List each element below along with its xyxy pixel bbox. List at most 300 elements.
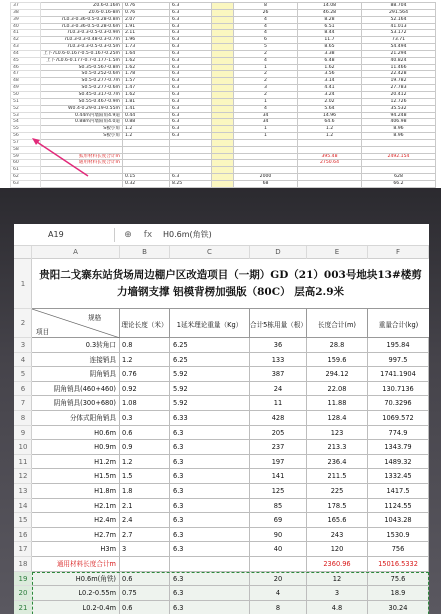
preview-cell: 6.3 bbox=[170, 44, 212, 51]
table-cell[interactable]: 1530.9 bbox=[368, 528, 429, 543]
preview-cell: 14.08 bbox=[298, 3, 362, 10]
preview-cell: 59 bbox=[11, 153, 41, 160]
preview-cell bbox=[170, 139, 212, 146]
preview-cell: 62 bbox=[11, 174, 41, 181]
preview-cell: 7L0.3-0.3-0.48-0.3-0.7m bbox=[41, 37, 123, 44]
preview-cell bbox=[362, 167, 436, 174]
preview-cell bbox=[212, 23, 234, 30]
table-cell[interactable]: 11 bbox=[250, 396, 307, 411]
table-cell[interactable]: 225 bbox=[307, 484, 368, 499]
preview-cell bbox=[234, 146, 298, 153]
preview-cell: 628 bbox=[362, 174, 436, 181]
preview-row bbox=[11, 16, 436, 23]
preview-cell: S0.45-0.317-0.7m bbox=[41, 91, 123, 98]
column-header-c[interactable]: C bbox=[170, 246, 250, 259]
preview-row bbox=[11, 91, 436, 98]
preview-cell bbox=[170, 153, 212, 160]
preview-cell: 上下7L0.6-0.177-0.7-0.177-1.5m bbox=[41, 57, 123, 64]
preview-cell bbox=[212, 78, 234, 85]
preview-cell: 6.51 bbox=[298, 23, 362, 30]
table-cell[interactable]: 1.08 bbox=[120, 396, 170, 411]
table-cell[interactable]: 125 bbox=[250, 484, 307, 499]
table-cell[interactable]: H1.8m bbox=[32, 484, 120, 499]
preview-cell: 1 bbox=[234, 133, 298, 140]
select-all-corner[interactable] bbox=[14, 246, 32, 259]
table-cell[interactable]: 6.3 bbox=[170, 455, 250, 470]
table-header-row bbox=[32, 309, 429, 338]
header-theoretical-length[interactable]: 理论长度（米） bbox=[120, 309, 170, 338]
preview-cell: 88.704 bbox=[362, 3, 436, 10]
preview-cell: 2492.154 bbox=[362, 153, 436, 160]
table-cell[interactable]: 130.7136 bbox=[368, 382, 429, 397]
preview-cell: 60 bbox=[11, 160, 41, 167]
table-cell[interactable]: 213.3 bbox=[307, 440, 368, 455]
preview-cell: 6.3 bbox=[170, 30, 212, 37]
table-cell[interactable]: 133 bbox=[250, 353, 307, 368]
preview-cell: 1.2 bbox=[298, 126, 362, 133]
table-cell[interactable]: H0.6m bbox=[32, 426, 120, 441]
row-header[interactable]: 7 bbox=[14, 396, 32, 411]
table-cell[interactable]: H2.1m bbox=[32, 499, 120, 514]
table-cell[interactable]: 236.4 bbox=[307, 455, 368, 470]
preview-cell: 54 bbox=[11, 119, 41, 126]
table-cell[interactable]: 6.33 bbox=[170, 411, 250, 426]
table-row bbox=[32, 601, 429, 614]
preview-cell: 55 bbox=[11, 126, 41, 133]
preview-cell bbox=[212, 57, 234, 64]
preview-cell: 66.2 bbox=[362, 180, 436, 187]
preview-cell: 8.25 bbox=[170, 180, 212, 187]
table-cell[interactable]: 8 bbox=[250, 601, 307, 614]
table-cell[interactable]: 阴角销具(460+460) bbox=[32, 382, 120, 397]
preview-cell bbox=[212, 180, 234, 187]
table-cell[interactable]: 1.2 bbox=[120, 455, 170, 470]
row-header[interactable]: 3 bbox=[14, 338, 32, 353]
header-total-weight[interactable]: 重量合计(kg) bbox=[378, 320, 419, 329]
preview-cell: 52 bbox=[11, 105, 41, 112]
table-cell[interactable]: 141 bbox=[250, 469, 307, 484]
header-quantity[interactable]: 合计5栋用量（根） bbox=[250, 309, 307, 338]
preview-cell bbox=[212, 153, 234, 160]
table-cell[interactable]: H1.5m bbox=[32, 469, 120, 484]
header-total-length[interactable]: 长度合计(m) bbox=[307, 309, 368, 338]
preview-cell bbox=[234, 167, 298, 174]
table-cell[interactable]: 243 bbox=[307, 528, 368, 543]
table-cell[interactable]: 70.3296 bbox=[368, 396, 429, 411]
preview-cell: 42 bbox=[11, 37, 41, 44]
preview-cell: 1.62 bbox=[123, 64, 170, 71]
row-header[interactable]: 19 bbox=[14, 572, 32, 587]
table-cell[interactable]: 5.92 bbox=[170, 367, 250, 382]
table-cell[interactable]: H2.7m bbox=[32, 528, 120, 543]
preview-cell bbox=[298, 146, 362, 153]
preview-cell: 6.3 bbox=[170, 133, 212, 140]
table-row bbox=[32, 542, 429, 557]
preview-sheet bbox=[0, 0, 441, 188]
formula-input[interactable]: H0.6m(角铁) bbox=[163, 230, 212, 239]
column-header-e[interactable]: E bbox=[307, 246, 368, 259]
preview-cell: 1.64 bbox=[123, 50, 170, 57]
row-header[interactable]: 15 bbox=[14, 513, 32, 528]
preview-cell bbox=[234, 153, 298, 160]
preview-cell: 0.76 bbox=[123, 9, 170, 16]
formula-bar bbox=[14, 224, 429, 246]
table-cell[interactable]: H3m bbox=[32, 542, 120, 557]
preview-cell bbox=[212, 105, 234, 112]
preview-cell: 5 bbox=[234, 44, 298, 51]
table-cell[interactable]: 2.1 bbox=[120, 499, 170, 514]
preview-cell: 6.3 bbox=[170, 112, 212, 119]
table-cell[interactable]: 211.5 bbox=[307, 469, 368, 484]
preview-cell: 1.41 bbox=[123, 105, 170, 112]
table-cell[interactable]: H1.2m bbox=[32, 455, 120, 470]
table-cell[interactable]: H0.6m(角铁) bbox=[32, 572, 120, 587]
column-header-a[interactable]: A bbox=[32, 246, 120, 259]
preview-cell: S0.5-0.277-0.6m bbox=[41, 85, 123, 92]
preview-cell bbox=[362, 139, 436, 146]
table-row bbox=[32, 353, 429, 368]
preview-cell: 2 bbox=[234, 78, 298, 85]
table-cell[interactable]: H0.9m bbox=[32, 440, 120, 455]
table-cell[interactable]: 6.3 bbox=[170, 426, 250, 441]
table-cell[interactable]: 128.4 bbox=[307, 411, 368, 426]
preview-cell: 0.44 bbox=[123, 112, 170, 119]
preview-cell: 6.3 bbox=[170, 174, 212, 181]
table-cell[interactable]: 1.8 bbox=[120, 484, 170, 499]
table-row bbox=[32, 513, 429, 528]
table-cell[interactable]: 4.8 bbox=[307, 601, 368, 614]
row-header[interactable]: 4 bbox=[14, 353, 32, 368]
table-cell[interactable]: 387 bbox=[250, 367, 307, 382]
table-row bbox=[32, 367, 429, 382]
table-row bbox=[32, 338, 429, 353]
preview-cell: 6.3 bbox=[170, 3, 212, 10]
table-cell[interactable]: 6.3 bbox=[170, 469, 250, 484]
table-cell[interactable]: 120 bbox=[307, 542, 368, 557]
table-cell[interactable]: 22.08 bbox=[307, 382, 368, 397]
preview-row bbox=[11, 126, 436, 133]
table-cell[interactable]: 997.5 bbox=[368, 353, 429, 368]
table-cell[interactable]: 0.9 bbox=[120, 440, 170, 455]
preview-cell: 1.73 bbox=[123, 44, 170, 51]
table-row bbox=[32, 382, 429, 397]
preview-cell: 1 bbox=[234, 98, 298, 105]
preview-cell: 0.88m内墙阳角4.0道 bbox=[41, 119, 123, 126]
preview-cell: 20.412 bbox=[362, 91, 436, 98]
table-cell[interactable]: 连接销具 bbox=[32, 353, 120, 368]
table-cell[interactable] bbox=[250, 557, 307, 572]
preview-cell: 1.2 bbox=[123, 126, 170, 133]
preview-cell: 4 bbox=[234, 57, 298, 64]
preview-cell: 27.783 bbox=[362, 85, 436, 92]
table-cell[interactable]: 4 bbox=[250, 586, 307, 601]
preview-row bbox=[11, 78, 436, 85]
preview-cell: 68 bbox=[234, 180, 298, 187]
table-cell[interactable] bbox=[170, 557, 250, 572]
preview-cell: 34 bbox=[234, 119, 298, 126]
table-cell[interactable]: 6.25 bbox=[170, 338, 250, 353]
preview-cell: 1.47 bbox=[123, 85, 170, 92]
preview-row bbox=[11, 23, 436, 30]
table-row bbox=[32, 469, 429, 484]
row-header[interactable]: 16 bbox=[14, 528, 32, 543]
column-header-d[interactable]: D bbox=[250, 246, 307, 259]
table-cell[interactable]: 6.3 bbox=[170, 499, 250, 514]
preview-cell: 8 bbox=[234, 3, 298, 10]
preview-cell bbox=[298, 167, 362, 174]
preview-cell: 53 bbox=[11, 112, 41, 119]
table-cell[interactable]: 11.88 bbox=[307, 396, 368, 411]
preview-cell: 8.96 bbox=[362, 126, 436, 133]
row-header[interactable]: 10 bbox=[14, 440, 32, 455]
preview-cell: 6.3 bbox=[170, 98, 212, 105]
table-cell[interactable]: 2.7 bbox=[120, 528, 170, 543]
preview-cell bbox=[212, 71, 234, 78]
table-cell[interactable]: 3 bbox=[120, 542, 170, 557]
table-cell[interactable]: 1124.55 bbox=[368, 499, 429, 514]
table-cell[interactable]: 6.3 bbox=[170, 528, 250, 543]
table-row bbox=[32, 586, 429, 601]
preview-cell: 2000 bbox=[234, 174, 298, 181]
table-cell[interactable]: 195.84 bbox=[368, 338, 429, 353]
preview-cell: 2 bbox=[234, 91, 298, 98]
preview-cell bbox=[212, 133, 234, 140]
table-cell[interactable]: 0.6 bbox=[120, 601, 170, 614]
table-cell[interactable]: 197 bbox=[250, 455, 307, 470]
preview-row bbox=[11, 37, 436, 44]
table-cell[interactable]: 178.5 bbox=[307, 499, 368, 514]
preview-cell: 6.3 bbox=[170, 57, 212, 64]
table-cell[interactable]: 237 bbox=[250, 440, 307, 455]
table-cell[interactable]: 1043.28 bbox=[368, 513, 429, 528]
preview-row bbox=[11, 71, 436, 78]
preview-cell: 1.2 bbox=[298, 133, 362, 140]
preview-cell: 8.96 bbox=[362, 133, 436, 140]
table-cell[interactable]: 2360.96 bbox=[307, 557, 368, 572]
table-cell[interactable]: 分体式阳角销具 bbox=[32, 411, 120, 426]
table-cell[interactable]: 0.92 bbox=[120, 382, 170, 397]
preview-cell bbox=[212, 44, 234, 51]
preview-cell bbox=[212, 126, 234, 133]
table-cell[interactable]: 123 bbox=[307, 426, 368, 441]
table-cell[interactable]: 2.4 bbox=[120, 513, 170, 528]
preview-cell: 3.38 bbox=[298, 50, 362, 57]
table-cell[interactable]: H2.4m bbox=[32, 513, 120, 528]
preview-cell bbox=[123, 167, 170, 174]
table-cell[interactable]: 1069.572 bbox=[368, 411, 429, 426]
table-cell[interactable]: 1417.5 bbox=[368, 484, 429, 499]
name-box[interactable]: A19 bbox=[48, 230, 64, 239]
row-header[interactable]: 9 bbox=[14, 426, 32, 441]
table-cell[interactable]: 1741.1904 bbox=[368, 367, 429, 382]
preview-cell: Z0.6-0.16m bbox=[41, 3, 123, 10]
table-cell[interactable]: 0.76 bbox=[120, 367, 170, 382]
preview-cell: 19.782 bbox=[362, 78, 436, 85]
table-cell[interactable]: 0.3 bbox=[120, 411, 170, 426]
table-row bbox=[32, 440, 429, 455]
preview-cell: 1.81 bbox=[123, 98, 170, 105]
preview-cell: 49 bbox=[11, 85, 41, 92]
row-header[interactable]: 1 bbox=[14, 259, 32, 309]
table-cell[interactable]: 1.5 bbox=[120, 469, 170, 484]
table-cell[interactable]: 1.2 bbox=[120, 353, 170, 368]
preview-cell: 21.294 bbox=[362, 50, 436, 57]
preview-row bbox=[11, 85, 436, 92]
table-cell[interactable]: 5.92 bbox=[170, 382, 250, 397]
preview-cell bbox=[123, 153, 170, 160]
table-cell[interactable]: 6.3 bbox=[170, 586, 250, 601]
table-cell[interactable]: 0.6 bbox=[120, 572, 170, 587]
table-cell[interactable]: L0.2-0.4m bbox=[32, 601, 120, 614]
table-cell[interactable]: 阴角销具 bbox=[32, 367, 120, 382]
table-cell[interactable]: 5.92 bbox=[170, 396, 250, 411]
row-header[interactable]: 2 bbox=[14, 309, 32, 338]
table-cell[interactable]: 0.3转角口 bbox=[32, 338, 120, 353]
preview-cell bbox=[170, 167, 212, 174]
preview-cell bbox=[170, 160, 212, 167]
table-cell[interactable]: 75.6 bbox=[368, 572, 429, 587]
row-header[interactable]: 21 bbox=[14, 601, 32, 614]
table-cell[interactable]: 12 bbox=[307, 572, 368, 587]
table-cell[interactable]: 159.6 bbox=[307, 353, 368, 368]
table-cell[interactable]: 165.6 bbox=[307, 513, 368, 528]
preview-cell bbox=[212, 167, 234, 174]
table-cell[interactable]: 15016.5332 bbox=[368, 557, 429, 572]
column-header-f[interactable]: F bbox=[368, 246, 429, 259]
formula-divider bbox=[114, 228, 115, 242]
preview-cell bbox=[212, 119, 234, 126]
preview-cell bbox=[234, 139, 298, 146]
table-cell[interactable]: 1332.45 bbox=[368, 469, 429, 484]
table-cell[interactable]: 6.3 bbox=[170, 542, 250, 557]
table-row bbox=[32, 572, 429, 587]
preview-cell bbox=[212, 160, 234, 167]
row-header[interactable]: 20 bbox=[14, 586, 32, 601]
table-cell[interactable]: 20 bbox=[250, 572, 307, 587]
preview-cell bbox=[212, 91, 234, 98]
preview-row bbox=[11, 180, 436, 187]
table-cell[interactable]: 40 bbox=[250, 542, 307, 557]
table-cell[interactable]: 69 bbox=[250, 513, 307, 528]
header-weight-per-meter[interactable]: 1延米理论重量（Kg） bbox=[170, 309, 250, 338]
preview-cell: 1.78 bbox=[123, 71, 170, 78]
table-cell[interactable]: 28.8 bbox=[307, 338, 368, 353]
preview-cell: 406.98 bbox=[362, 119, 436, 126]
table-cell[interactable]: 6.25 bbox=[170, 353, 250, 368]
table-cell[interactable]: 0.6 bbox=[120, 426, 170, 441]
table-cell[interactable]: 30.24 bbox=[368, 601, 429, 614]
row-header[interactable]: 6 bbox=[14, 382, 32, 397]
fx-icon[interactable]: fx bbox=[143, 229, 153, 240]
table-cell[interactable]: 6.3 bbox=[170, 440, 250, 455]
table-cell[interactable]: 756 bbox=[368, 542, 429, 557]
preview-cell: 6.3 bbox=[170, 91, 212, 98]
row-header[interactable]: 18 bbox=[14, 557, 32, 572]
sheet-title[interactable]: 贵阳二戈寨东站货场周边棚户区改造项目（一期）GD（21）003号地块13#楼剪力墙钢支撑 铝模背楞加强版（80C） 层高2.9米 bbox=[32, 259, 429, 309]
table-cell[interactable]: 3 bbox=[307, 586, 368, 601]
preview-cell: 7L0.3-0.36-0.5-0.28-0.8m bbox=[41, 16, 123, 23]
table-cell[interactable]: 0.75 bbox=[120, 586, 170, 601]
preview-row bbox=[11, 119, 436, 126]
header-item-spec[interactable] bbox=[32, 309, 120, 338]
preview-cell: 7L0.3-0.36-0.5-0.28-0.6m bbox=[41, 23, 123, 30]
zoom-icon[interactable]: ⊕ bbox=[124, 229, 132, 240]
preview-cell: 通用材料长度合计m bbox=[41, 160, 123, 167]
preview-cell bbox=[212, 50, 234, 57]
preview-cell: S板小角 bbox=[41, 126, 123, 133]
table-cell[interactable]: L0.2-0.55m bbox=[32, 586, 120, 601]
preview-cell: 5.64 bbox=[298, 105, 362, 112]
preview-cell: 3.14 bbox=[298, 78, 362, 85]
preview-cell: 26 bbox=[234, 9, 298, 16]
table-cell[interactable]: 294.12 bbox=[307, 367, 368, 382]
preview-cell: 6.3 bbox=[170, 71, 212, 78]
preview-cell bbox=[298, 180, 362, 187]
table-cell[interactable]: 90 bbox=[250, 528, 307, 543]
table-cell[interactable]: 36 bbox=[250, 338, 307, 353]
preview-cell: 0.32 bbox=[123, 180, 170, 187]
row-header[interactable]: 11 bbox=[14, 455, 32, 470]
table-cell[interactable]: 1343.79 bbox=[368, 440, 429, 455]
table-cell[interactable]: 阴角销具(300+680) bbox=[32, 396, 120, 411]
preview-cell: 44 bbox=[11, 50, 41, 57]
header-spec-label: 规格 bbox=[88, 314, 102, 322]
preview-cell: 1.62 bbox=[298, 64, 362, 71]
table-cell[interactable]: 通用材料长度合计m bbox=[32, 557, 120, 572]
table-cell[interactable]: 6.3 bbox=[170, 484, 250, 499]
preview-cell bbox=[212, 146, 234, 153]
preview-cell bbox=[212, 3, 234, 10]
table-cell[interactable]: 0.8 bbox=[120, 338, 170, 353]
preview-cell: 6.3 bbox=[170, 85, 212, 92]
table-cell[interactable]: 6.3 bbox=[170, 572, 250, 587]
preview-cell bbox=[123, 146, 170, 153]
table-cell[interactable]: 774.9 bbox=[368, 426, 429, 441]
preview-cell: W0.4-0.29-0.19-0.55m bbox=[41, 105, 123, 112]
column-header-b[interactable]: B bbox=[120, 246, 170, 259]
preview-row bbox=[11, 64, 436, 71]
preview-cell: 11.7 bbox=[298, 37, 362, 44]
table-cell[interactable]: 24 bbox=[250, 382, 307, 397]
table-cell[interactable]: 1489.32 bbox=[368, 455, 429, 470]
preview-cell: 61 bbox=[11, 167, 41, 174]
table-cell[interactable]: 428 bbox=[250, 411, 307, 426]
preview-cell: 94.248 bbox=[362, 112, 436, 119]
table-cell[interactable]: 85 bbox=[250, 499, 307, 514]
preview-cell: 6.3 bbox=[170, 16, 212, 23]
row-header[interactable]: 13 bbox=[14, 484, 32, 499]
preview-cell: 0.88 bbox=[123, 119, 170, 126]
preview-row bbox=[11, 112, 436, 119]
row-header[interactable]: 8 bbox=[14, 411, 32, 426]
preview-cell: 6.3 bbox=[170, 105, 212, 112]
preview-cell: 1.2 bbox=[123, 133, 170, 140]
row-header[interactable]: 12 bbox=[14, 469, 32, 484]
preview-cell: 2 bbox=[234, 50, 298, 57]
table-cell[interactable]: 18.9 bbox=[368, 586, 429, 601]
table-cell[interactable]: 6.3 bbox=[170, 601, 250, 614]
table-row bbox=[32, 411, 429, 426]
preview-cell: 48 bbox=[11, 78, 41, 85]
table-cell[interactable]: 205 bbox=[250, 426, 307, 441]
preview-cell bbox=[123, 160, 170, 167]
row-header[interactable]: 17 bbox=[14, 542, 32, 557]
table-cell[interactable] bbox=[120, 557, 170, 572]
row-header[interactable]: 14 bbox=[14, 499, 32, 514]
preview-cell: 1 bbox=[234, 64, 298, 71]
row-header[interactable]: 5 bbox=[14, 367, 32, 382]
table-cell[interactable]: 6.3 bbox=[170, 513, 250, 528]
